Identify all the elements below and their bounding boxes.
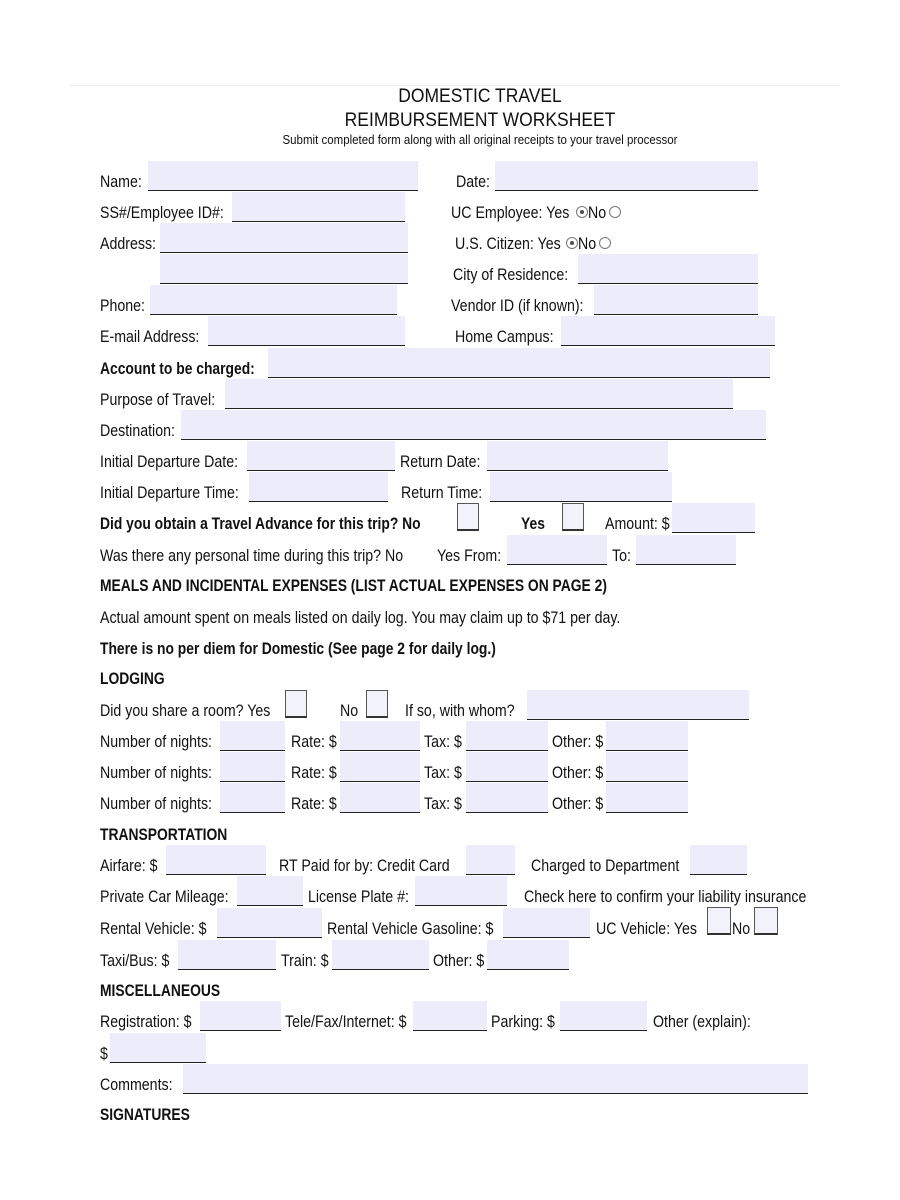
destination-field[interactable] [181,410,766,440]
registration-field[interactable] [200,1001,281,1031]
home-campus-field[interactable] [561,316,775,346]
uc-vehicle-no-checkbox[interactable] [754,907,778,935]
name-field[interactable] [148,161,418,191]
misc-heading: MISCELLANEOUS [100,982,221,1000]
rate-field[interactable] [340,752,420,782]
employee-id-field[interactable] [232,192,405,222]
per-diem-note: There is no per diem for Domestic (See page 2 for daily log.) [100,640,496,658]
uc-employee-yes-radio[interactable] [576,206,588,218]
tax-field[interactable] [466,752,548,782]
date-field[interactable] [495,161,758,191]
other-field[interactable] [606,783,688,813]
personal-time-to-label: To: [612,547,631,565]
personal-time-from-label: Yes From: [437,547,502,565]
travel-advance-yes-label: Yes [521,515,545,533]
with-whom-field[interactable] [527,690,749,720]
paid-by-label: RT Paid for by: Credit Card [279,857,450,875]
comments-field[interactable] [183,1064,808,1094]
home-campus-label: Home Campus: [455,328,554,346]
airfare-field[interactable] [166,845,266,875]
uc-employee-label: UC Employee: Yes [451,204,570,222]
taxi-label: Taxi/Bus: $ [100,952,170,970]
mileage-label: Private Car Mileage: [100,888,229,906]
travel-advance-yes-checkbox[interactable] [562,503,584,531]
employee-id-label: SS#/Employee ID#: [100,204,224,222]
share-room-yes-checkbox[interactable] [285,690,307,718]
transportation-heading: TRANSPORTATION [100,826,228,844]
departure-date-label: Initial Departure Date: [100,453,239,471]
us-citizen-no-label: No [578,235,597,253]
departure-date-field[interactable] [247,441,395,471]
personal-time-to-field[interactable] [636,535,736,565]
credit-card-field[interactable] [466,845,515,875]
email-field[interactable] [208,316,405,346]
lodging-heading: LODGING [100,670,165,688]
purpose-field[interactable] [225,379,733,409]
date-label: Date: [456,173,490,191]
share-room-label: Did you share a room? Yes [100,702,271,720]
phone-field[interactable] [150,285,397,315]
uc-vehicle-label: UC Vehicle: Yes [596,920,697,938]
city-field[interactable] [578,254,758,284]
meals-note: Actual amount spent on meals listed on daily log. You may claim up to $71 per day. [100,609,621,627]
share-room-no-label: No [340,702,359,720]
name-label: Name: [100,173,142,191]
nights-label: Number of nights: [100,764,213,782]
departure-time-field[interactable] [249,472,388,502]
license-plate-field[interactable] [415,876,507,906]
insurance-label[interactable]: Check here to confirm your liability insurance [524,888,807,906]
airfare-label: Airfare: $ [100,857,158,875]
destination-label: Destination: [100,422,175,440]
travel-advance-no-checkbox[interactable] [457,503,479,531]
signatures-heading: SIGNATURES [100,1106,190,1124]
with-whom-label: If so, with whom? [405,702,515,720]
meals-heading: MEALS AND INCIDENTAL EXPENSES (LIST ACTUAL EXPENSES ON PAGE 2) [100,577,607,595]
vendor-id-field[interactable] [594,285,758,315]
nights-field[interactable] [220,721,285,751]
misc-other-amount-field[interactable] [110,1033,206,1063]
account-label: Account to be charged: [100,360,255,378]
us-citizen-yes-radio[interactable] [566,237,578,249]
other-label: Other: $ [552,764,604,782]
return-date-field[interactable] [487,441,668,471]
license-plate-label: License Plate #: [308,888,409,906]
phone-label: Phone: [100,297,145,315]
train-field[interactable] [332,940,429,970]
charged-department-field[interactable] [690,845,747,875]
tax-field[interactable] [466,783,548,813]
comments-label: Comments: [100,1076,173,1094]
gasoline-label: Rental Vehicle Gasoline: $ [327,920,494,938]
parking-label: Parking: $ [491,1013,555,1031]
personal-time-question: Was there any personal time during this trip? No [100,547,404,565]
vendor-id-label: Vendor ID (if known): [451,297,584,315]
rental-vehicle-field[interactable] [217,908,322,938]
parking-field[interactable] [560,1001,647,1031]
nights-field[interactable] [220,752,285,782]
form-subtitle: Submit completed form along with all original receipts to your travel processor [282,133,678,147]
transport-other-label: Other: $ [433,952,485,970]
form-title-line2: REIMBURSEMENT WORKSHEET [344,110,616,131]
misc-other-dollar-label: $ [100,1045,108,1063]
purpose-label: Purpose of Travel: [100,391,216,409]
tax-label: Tax: $ [424,733,462,751]
tax-field[interactable] [466,721,548,751]
rate-label: Rate: $ [291,795,337,813]
uc-vehicle-yes-checkbox[interactable] [707,907,731,935]
address-label: Address: [100,235,157,253]
advance-amount-field[interactable] [672,503,755,533]
taxi-field[interactable] [178,940,276,970]
uc-vehicle-no-label: No [732,920,751,938]
advance-amount-label: Amount: $ [605,515,670,533]
registration-label: Registration: $ [100,1013,192,1031]
charged-department-label: Charged to Department [531,857,680,875]
return-time-label: Return Time: [401,484,483,502]
account-field[interactable] [268,348,770,378]
other-field[interactable] [606,752,688,782]
tele-field[interactable] [413,1001,487,1031]
train-label: Train: $ [281,952,329,970]
city-label: City of Residence: [453,266,569,284]
us-citizen-no-radio[interactable] [599,237,611,249]
rate-field[interactable] [340,783,420,813]
gasoline-field[interactable] [503,908,590,938]
nights-label: Number of nights: [100,733,213,751]
departure-time-label: Initial Departure Time: [100,484,239,502]
rental-vehicle-label: Rental Vehicle: $ [100,920,207,938]
share-room-no-checkbox[interactable] [366,690,388,718]
address-field-2[interactable] [160,254,408,284]
return-time-field[interactable] [490,472,672,502]
other-explain-label: Other (explain): [653,1013,751,1031]
other-label: Other: $ [552,733,604,751]
rate-field[interactable] [340,721,420,751]
email-label: E-mail Address: [100,328,200,346]
rate-label: Rate: $ [291,764,337,782]
other-field[interactable] [606,721,688,751]
mileage-field[interactable] [237,876,303,906]
return-date-label: Return Date: [400,453,481,471]
transport-other-field[interactable] [487,940,569,970]
tele-label: Tele/Fax/Internet: $ [285,1013,407,1031]
rate-label: Rate: $ [291,733,337,751]
tax-label: Tax: $ [424,764,462,782]
uc-employee-no-radio[interactable] [609,206,621,218]
nights-label: Number of nights: [100,795,213,813]
address-field-1[interactable] [160,223,408,253]
other-label: Other: $ [552,795,604,813]
us-citizen-label: U.S. Citizen: Yes [455,235,561,253]
nights-field[interactable] [220,783,285,813]
personal-time-from-field[interactable] [507,535,607,565]
form-title-line1: DOMESTIC TRAVEL [398,86,562,107]
travel-advance-question: Did you obtain a Travel Advance for this trip? No [100,515,421,533]
tax-label: Tax: $ [424,795,462,813]
uc-employee-no-label: No [588,204,607,222]
